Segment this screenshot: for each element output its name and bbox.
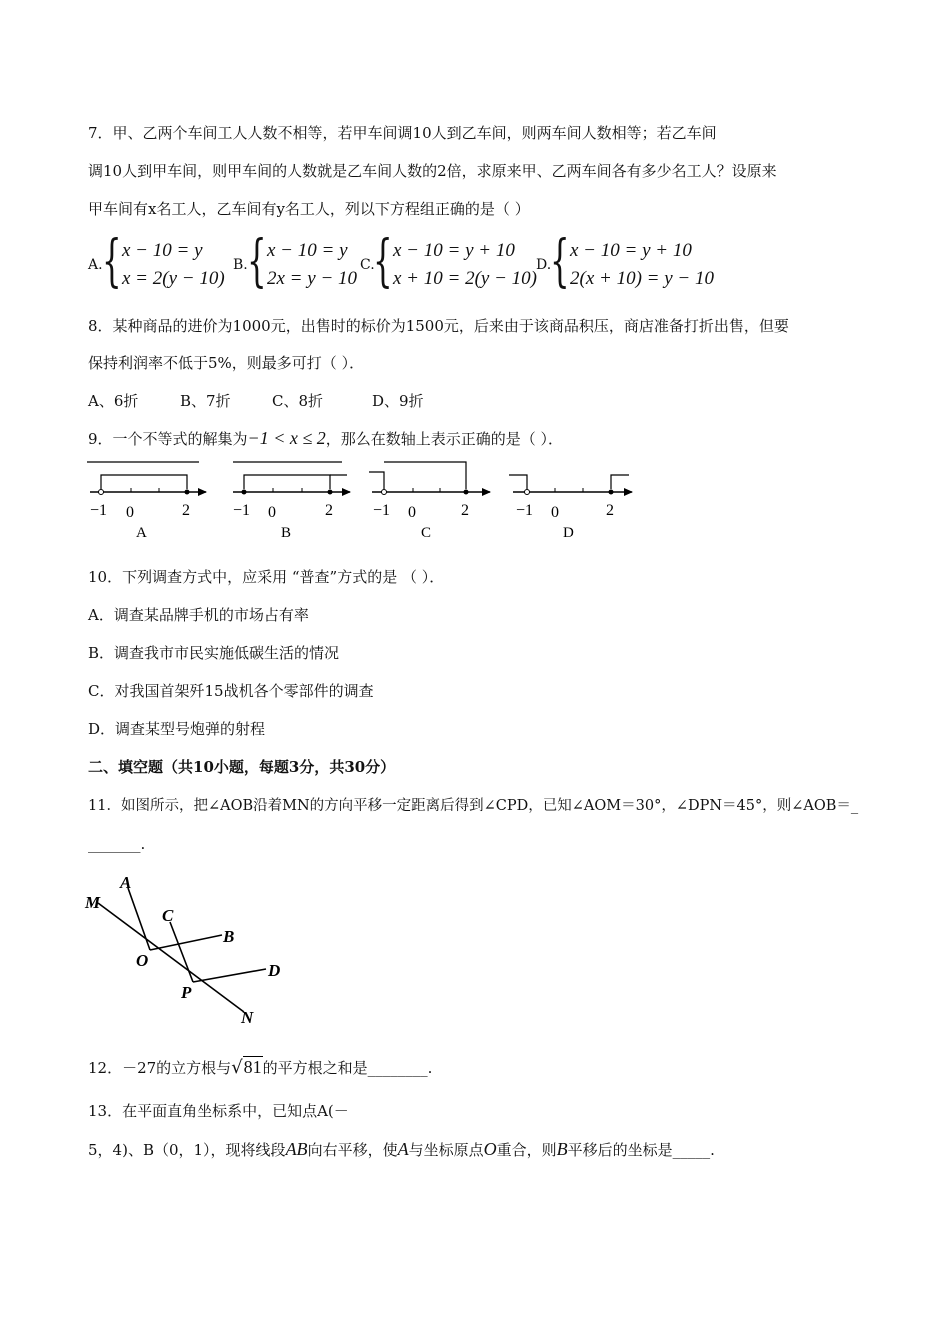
point-label-b: B (223, 927, 235, 946)
square-root: √ (231, 1057, 243, 1078)
q9-stem: 9．一个不等式的解集为−1 < x ≤ 2，那么在数轴上表示正确的是（ ）． (88, 428, 563, 448)
left-brace: { (247, 229, 267, 294)
point-label-p: P (181, 983, 192, 1002)
point-label-d: D (268, 961, 281, 980)
q8-option-d: D、9折 (372, 392, 424, 410)
tick-label: 0 (408, 504, 416, 521)
q11-line2: _______. (88, 835, 146, 853)
left-brace: { (373, 229, 393, 294)
q9-number-lines (0, 455, 700, 545)
tick-label: −1 (90, 502, 108, 519)
exam-page: 7．甲、乙两个车间工人人数不相等，若甲车间调10人到乙车间，则两车间人数相等；若乙车间 调10人到甲车间，则甲车间的人数就是乙车间人数的2倍，求原来甲、乙两车间各有多少名工人？设原来 甲车间有x名工人，乙车间有y名工人，列以下方程组正确的是（ ） A. { x − 10 = y x = 2(y − 10) B. { x − 10 = y 2x = y − 10 C. { x − 10 = y + 10 x + 10 = 2(y − 10) D. { x − 10 = y + 10 2(x + 10) = y − 10 8．某种商品的进价为1000元，出售时的标价为1500元，后来由于该商品积压，商店准备打折出售，但要 保持利润率不低于5%，则最多可打（ ）． A、6折 B、7折 C、8折 D、9折 9．一个不等式的解集为−1 < x ≤ 2，那么在数轴上表示正确的是（ ）． −1 0 2 −1 0 2 −1 0 2 −1 0 2 A B C D 10．下列调查方式中，应采用 “普查”方式的是 （ ）． A．调查某品牌手机的市场占有率 B．调查我市市民实施低碳生活的情况 C．对我国首架歼15战机各个零部件的调查 D．调查某型号炮弹的射程 二、填空题（共10小题，每题3分，共30分） 11．如图所示，把∠AOB沿着MN的方向平移一定距离后得到∠CPD，已知∠AOM＝30°，∠DPN＝45°，则∠AOB＝_ _______. A M C B O D P N 12．－27的立方根与√81的平方根之和是________. 13．在平面直角坐标系中，已知点A(－ 5，4)、B（0，1），现将线段AB向右平移，使A与坐标原点O重合，则B平移后的坐标是_____. (0, 0, 950, 1344)
answer-blank[interactable]: _____ (672, 1141, 711, 1159)
point-label-m: M (85, 893, 101, 912)
q9-inequality: −1 < x ≤ 2 (247, 428, 326, 448)
tick-label: −1 (233, 502, 251, 519)
q7-line1: 7．甲、乙两个车间工人人数不相等，若甲车间调10人到乙车间，则两车间人数相等；若乙车间 (88, 124, 717, 142)
tick-label: −1 (373, 502, 391, 519)
number-line-a (87, 462, 206, 495)
tick-label: 0 (126, 504, 134, 521)
q8-line2: 保持利润率不低于5%，则最多可打（ ）． (88, 354, 365, 372)
q10-option-b: B．调查我市市民实施低碳生活的情况 (88, 644, 340, 662)
q10-option-d: D．调查某型号炮弹的射程 (88, 720, 266, 738)
q10-option-c: C．对我国首架歼15战机各个零部件的调查 (88, 682, 374, 700)
q7-line3: 甲车间有x名工人，乙车间有y名工人，列以下方程组正确的是（ ） (88, 200, 530, 218)
number-line-d (509, 475, 632, 495)
point-label-n: N (241, 1008, 254, 1027)
tick-label: 0 (551, 504, 559, 521)
q11-line1: 11．如图所示，把∠AOB沿着MN的方向平移一定距离后得到∠CPD，已知∠AOM＝30°，∠DPN＝45°，则∠AOB＝_ (88, 798, 859, 814)
q9-label-d: D (563, 525, 574, 541)
tick-label: 0 (268, 504, 276, 521)
left-brace: { (550, 229, 570, 294)
section-heading: 二、填空题（共10小题，每题3分，共30分） (88, 758, 396, 776)
tick-label: 2 (325, 502, 333, 519)
tick-label: −1 (516, 502, 534, 519)
q11-figure (80, 868, 300, 1033)
q8-option-c: C、8折 (272, 392, 324, 410)
radicand: 81 (243, 1057, 262, 1077)
number-line-c (369, 462, 490, 495)
q9-label-b: B (281, 525, 292, 541)
q9-label-c: C (421, 525, 432, 541)
q9-label-a: A (136, 525, 147, 541)
q7-line2: 调10人到甲车间，则甲车间的人数就是乙车间人数的2倍，求原来甲、乙两车间各有多少名工人？设原来 (88, 162, 777, 180)
q12-line: 12．－27的立方根与√81的平方根之和是________. (88, 1057, 433, 1078)
q13-line2: 5，4)、B（0，1），现将线段AB向右平移，使A与坐标原点O重合，则B平移后的坐标是_____. (88, 1139, 715, 1159)
tick-label: 2 (606, 502, 614, 519)
q10-stem: 10．下列调查方式中，应采用 “普查”方式的是 （ ）． (88, 568, 445, 586)
tick-label: 2 (182, 502, 190, 519)
q8-option-a: A、6折 (88, 392, 139, 410)
q8-line1: 8．某种商品的进价为1000元，出售时的标价为1500元，后来由于该商品积压，商店准备打折出售，但要 (88, 317, 789, 335)
tick-label: 2 (461, 502, 469, 519)
q8-option-b: B、7折 (180, 392, 231, 410)
q10-option-a: A．调查某品牌手机的市场占有率 (88, 606, 309, 624)
point-label-o: O (136, 951, 149, 970)
q13-line1: 13．在平面直角坐标系中，已知点A(－ (88, 1102, 349, 1120)
left-brace: { (102, 229, 122, 294)
number-line-b (233, 462, 350, 495)
point-label-c: C (162, 906, 174, 925)
point-label-a: A (120, 873, 132, 892)
